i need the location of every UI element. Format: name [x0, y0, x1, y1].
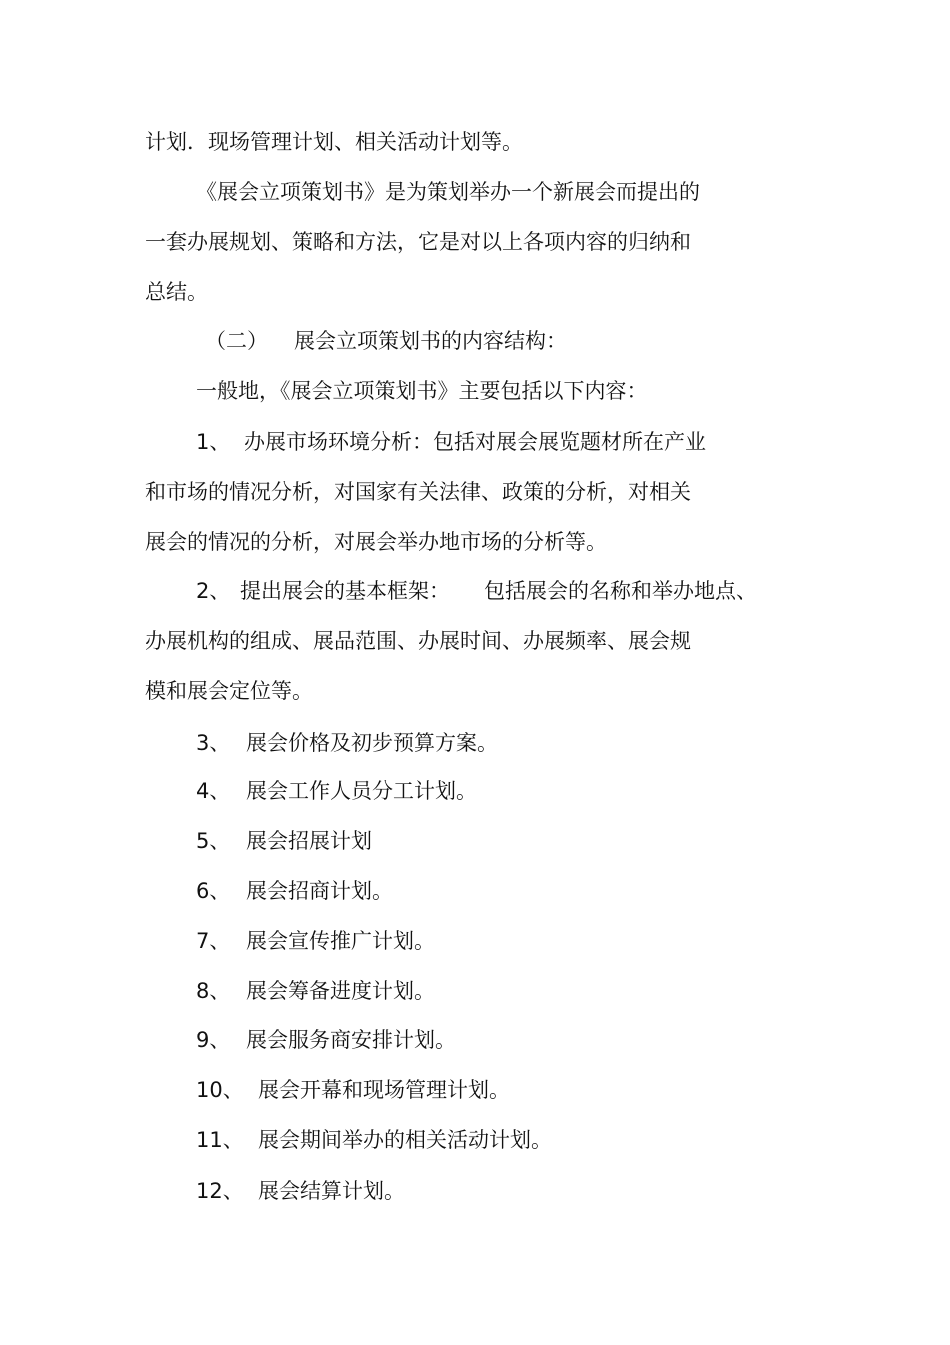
- list-item: [196, 926, 435, 956]
- paragraph-line: 一套办展规划、策略和方法，它是对以上各项内容的归纳和: [145, 230, 691, 254]
- section-number: （二）: [205, 329, 268, 353]
- paragraph-line: 《展会立项策划书》是为策划举办一个新展会而提出的: [196, 180, 700, 204]
- item-number: 8、: [196, 979, 231, 1003]
- item-text: 展会结算计划。: [258, 1179, 405, 1203]
- section-heading: [205, 326, 567, 356]
- item-number: 4、: [196, 779, 231, 803]
- item-text: 展会宣传推广计划。: [246, 929, 435, 953]
- item-number: 12、: [196, 1179, 244, 1203]
- item-text: 展会筹备进度计划。: [246, 979, 435, 1003]
- item-text: 展会开幕和现场管理计划。: [258, 1078, 510, 1102]
- list-item: [196, 976, 435, 1006]
- intro-line: 一般地，《展会立项策划书》主要包括以下内容：: [196, 379, 648, 403]
- paragraph-line: 计划．现场管理计划、相关活动计划等。: [145, 130, 523, 154]
- item-number: 2、: [196, 579, 231, 603]
- list-item: [196, 876, 393, 906]
- item-text: 办展市场环境分析：包括对展会展览题材所在产业: [244, 430, 706, 454]
- list-item: [196, 1125, 552, 1155]
- item-text: 展会期间举办的相关活动计划。: [258, 1128, 552, 1152]
- list-item: [196, 1176, 405, 1206]
- list-item: [196, 1025, 456, 1055]
- item-text: 包括展会的名称和举办地点、: [484, 579, 757, 603]
- item-number: 3、: [196, 731, 231, 755]
- list-item: [196, 1075, 510, 1105]
- list-item-2: [196, 576, 757, 606]
- item-text: 展会价格及初步预算方案。: [246, 731, 498, 755]
- item-number: 1、: [196, 430, 231, 454]
- paragraph-line: 总结。: [145, 280, 208, 304]
- paragraph-line: 模和展会定位等。: [145, 679, 313, 703]
- list-item: [196, 776, 477, 806]
- item-number: 11、: [196, 1128, 244, 1152]
- item-number: 6、: [196, 879, 231, 903]
- section-title: 展会立项策划书的内容结构：: [294, 329, 567, 353]
- item-text: 展会招展计划: [246, 829, 372, 853]
- item-text: 展会服务商安排计划。: [246, 1028, 456, 1052]
- list-item: [196, 826, 372, 856]
- item-text: 展会工作人员分工计划。: [246, 779, 477, 803]
- paragraph-line: 和市场的情况分析，对国家有关法律、政策的分析，对相关: [145, 480, 691, 504]
- list-item: [196, 728, 498, 758]
- item-number: 9、: [196, 1028, 231, 1052]
- paragraph-line: 办展机构的组成、展品范围、办展时间、办展频率、展会规: [145, 629, 691, 653]
- item-number: 5、: [196, 829, 231, 853]
- item-number: 7、: [196, 929, 231, 953]
- item-heading: 提出展会的基本框架：: [240, 579, 450, 603]
- paragraph-line: 展会的情况的分析，对展会举办地市场的分析等。: [145, 530, 607, 554]
- item-number: 10、: [196, 1078, 244, 1102]
- item-text: 展会招商计划。: [246, 879, 393, 903]
- list-item-1: [196, 427, 706, 457]
